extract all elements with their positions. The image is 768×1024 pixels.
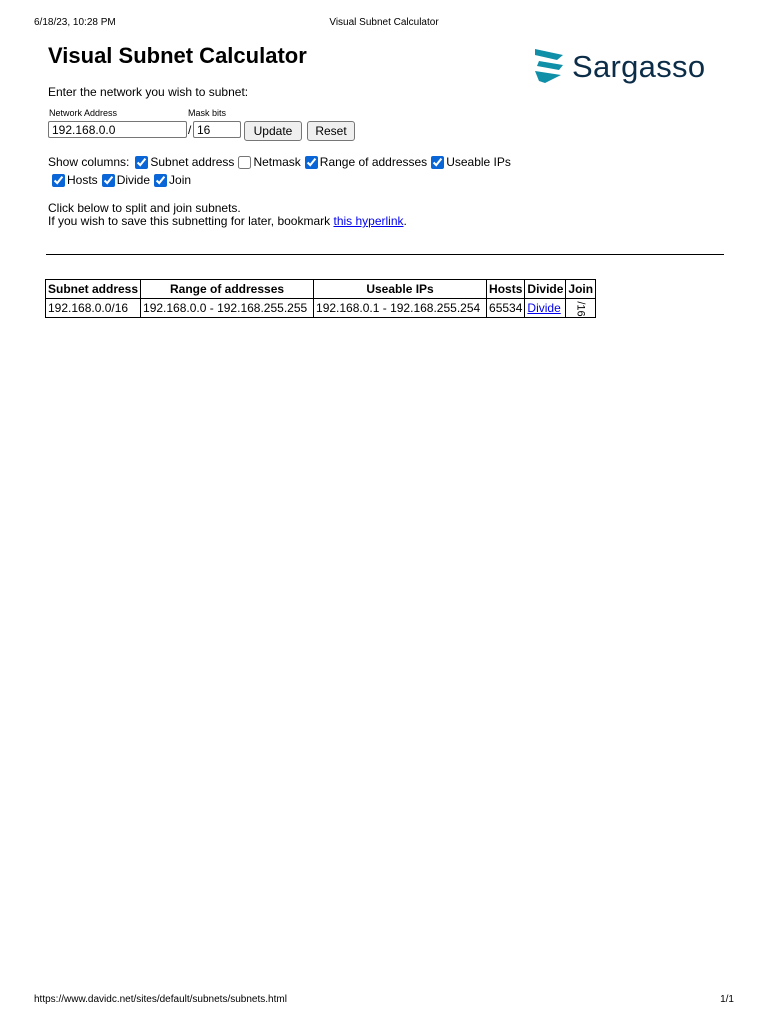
print-page-title: Visual Subnet Calculator [329, 17, 439, 28]
print-url: https://www.davidc.net/sites/default/subnets/subnets.html [34, 994, 287, 1005]
print-page-count: 1/1 [720, 994, 734, 1005]
header-join: Join [566, 280, 596, 299]
column-option-join[interactable] [154, 173, 191, 187]
instructions-line-2-prefix: If you wish to save this subnetting for later, bookmark [48, 214, 334, 228]
update-button[interactable]: Update [244, 121, 302, 141]
column-option-subnet-address[interactable] [135, 155, 234, 169]
join-option-label: Join [169, 173, 192, 187]
table-header-row [46, 280, 596, 299]
divide-checkbox[interactable] [102, 174, 115, 187]
divide-option-label: Divide [116, 173, 151, 187]
page-title: Visual Subnet Calculator [48, 43, 307, 68]
useable-ips-option-label: Useable IPs [446, 155, 511, 169]
reset-button[interactable]: Reset [307, 121, 355, 141]
table-row [46, 299, 596, 318]
bookmark-hyperlink[interactable]: this hyperlink [333, 214, 404, 228]
instructions [48, 202, 407, 228]
slash-separator: / [188, 123, 192, 137]
cell-range: 192.168.0.0 - 192.168.255.255 [141, 299, 314, 318]
mask-bits-input[interactable] [193, 121, 241, 138]
instructions-line-2-suffix: . [403, 214, 407, 228]
cell-divide [525, 299, 566, 318]
range-checkbox[interactable] [305, 156, 318, 169]
horizontal-divider [46, 254, 724, 255]
intro-text: Enter the network you wish to subnet: [48, 85, 249, 99]
sargasso-logo-icon [533, 47, 567, 85]
subnets-table [45, 279, 596, 318]
show-columns-row-2 [52, 173, 195, 187]
join-mask-label: /16 [574, 301, 587, 317]
show-columns-label: Show columns: [48, 155, 130, 169]
hosts-checkbox[interactable] [52, 174, 65, 187]
print-footer [34, 994, 734, 1008]
header-subnet-address: Subnet address [46, 280, 141, 299]
network-address-input[interactable] [48, 121, 187, 138]
netmask-checkbox[interactable] [238, 156, 251, 169]
header-hosts: Hosts [487, 280, 525, 299]
instructions-line-2 [48, 215, 407, 228]
column-option-hosts[interactable] [52, 173, 98, 187]
instructions-line-1: Click below to split and join subnets. [48, 201, 241, 215]
hosts-option-label: Hosts [67, 173, 98, 187]
mask-bits-label: Mask bits [188, 108, 227, 118]
logo-text: Sargasso [572, 49, 706, 84]
column-option-divide[interactable] [102, 173, 150, 187]
useable-ips-checkbox[interactable] [431, 156, 444, 169]
print-header [34, 17, 734, 31]
header-range-of-addresses: Range of addresses [141, 280, 314, 299]
subnet-address-checkbox[interactable] [135, 156, 148, 169]
column-option-range[interactable] [305, 155, 427, 169]
subnet-address-option-label: Subnet address [150, 155, 235, 169]
divide-link[interactable]: Divide [527, 301, 561, 315]
cell-subnet-address: 192.168.0.0/16 [46, 299, 141, 318]
column-option-useable-ips[interactable] [431, 155, 511, 169]
network-address-label: Network Address [49, 108, 118, 118]
cell-hosts: 65534 [487, 299, 525, 318]
join-checkbox[interactable] [154, 174, 167, 187]
sargasso-logo [533, 47, 723, 89]
range-option-label: Range of addresses [319, 155, 428, 169]
header-useable-ips: Useable IPs [314, 280, 487, 299]
cell-join[interactable] [566, 299, 596, 318]
print-datetime: 6/18/23, 10:28 PM [34, 17, 116, 28]
netmask-option-label: Netmask [253, 155, 301, 169]
show-columns-row-1 [48, 155, 515, 169]
cell-useable-ips: 192.168.0.1 - 192.168.255.254 [314, 299, 487, 318]
header-divide: Divide [525, 280, 566, 299]
column-option-netmask[interactable] [238, 155, 300, 169]
